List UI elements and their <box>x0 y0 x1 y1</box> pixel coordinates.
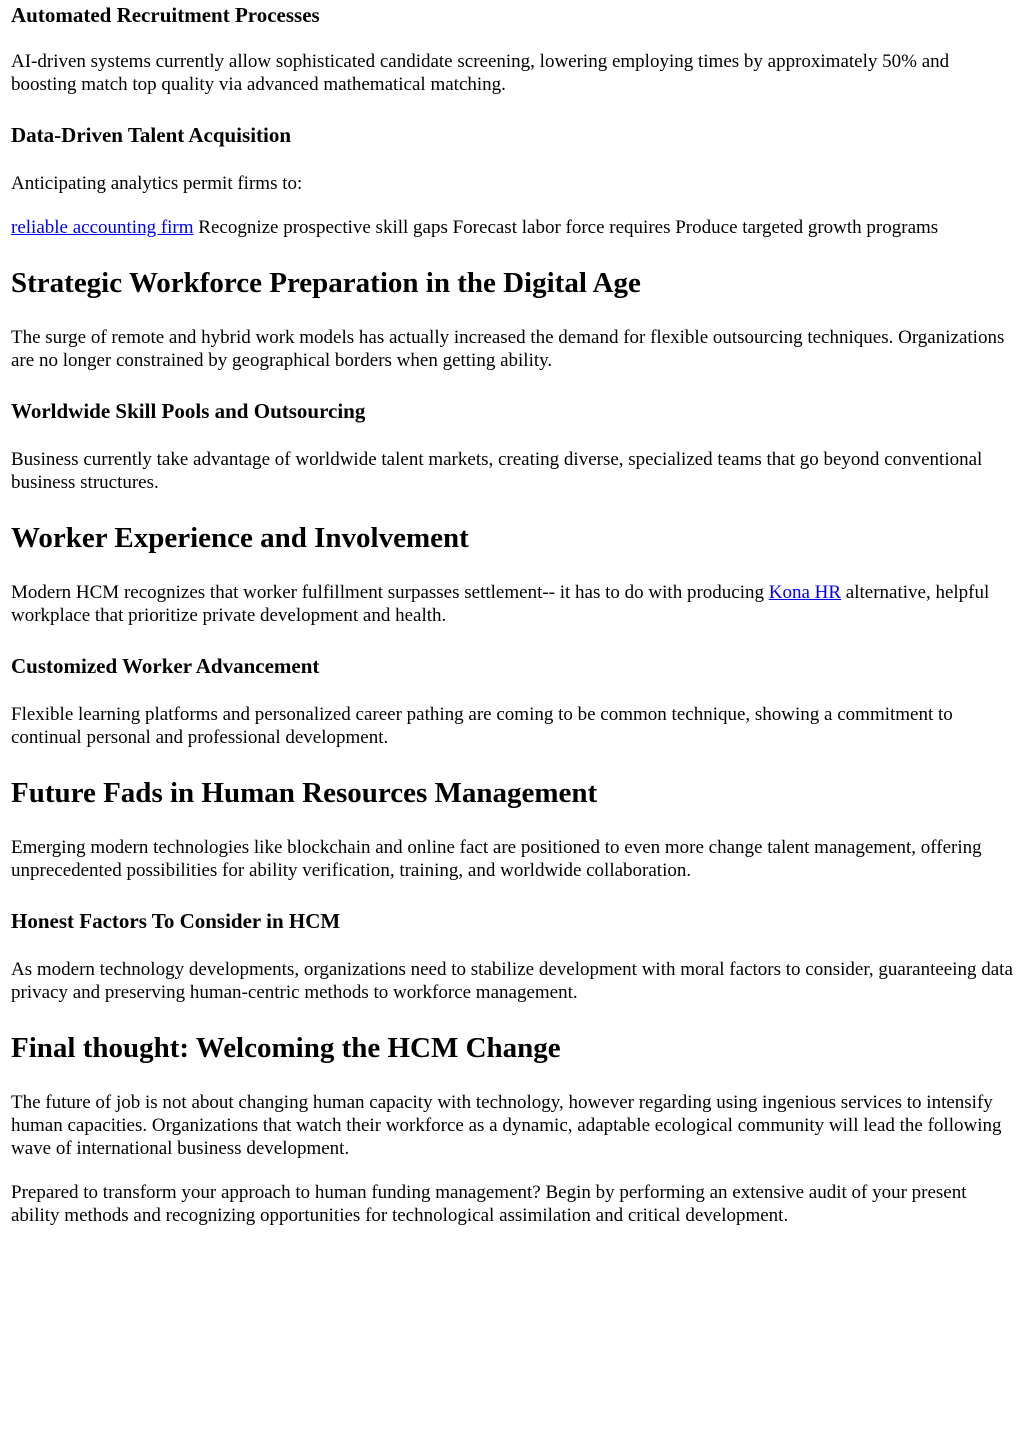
paragraph-worker-experience <box>11 581 1014 627</box>
heading-data-driven: Data-Driven Talent Acquisition <box>11 123 292 147</box>
heading-strategic-workforce: Strategic Workforce Preparation in the Digital Age <box>11 267 641 299</box>
heading-worldwide-skill: Worldwide Skill Pools and Outsourcing <box>11 399 366 423</box>
data-driven-list-text: Recognize prospective skill gaps Forecast labor force requires Produce targeted growth programs <box>193 217 939 238</box>
paragraph-worldwide-skill: Business currently take advantage of worldwide talent markets, creating diverse, specialized teams that go beyond conventional business structures. <box>11 449 983 493</box>
heading-honest-factors: Honest Factors To Consider in HCM <box>11 909 341 933</box>
paragraph-future-fads: Emerging modern technologies like blockchain and online fact are positioned to even more change talent management, offering unprecedented possibilities for ability verification, training, and worldwide collaboration. <box>11 837 982 881</box>
paragraph-final-thought-1: The future of job is not about changing human capacity with technology, however regarding using ingenious services to intensify human capacities. Organizations that watch their workforce as a dynamic, adaptable ecological community will lead the following wave of international business development. <box>11 1092 1002 1159</box>
worker-experience-text-after: alternative, helpful workplace that prioritize private development and health. <box>11 582 990 626</box>
worker-experience-text-before: Modern HCM recognizes that worker fulfillment surpasses settlement-- it has to do with producing <box>11 582 769 603</box>
heading-worker-experience: Worker Experience and Involvement <box>11 522 469 554</box>
paragraph-automated-recruitment: AI-driven systems currently allow sophisticated candidate screening, lowering employing times by approximately 50% and boosting match top quality via advanced mathematical matching. <box>11 51 950 95</box>
paragraph-strategic-workforce: The surge of remote and hybrid work models has actually increased the demand for flexible outsourcing techniques. Organizations are no longer constrained by geographical borders when getting ability. <box>11 327 1005 371</box>
paragraph-data-driven-list <box>11 216 1014 239</box>
heading-final-thought: Final thought: Welcoming the HCM Change <box>11 1032 561 1064</box>
heading-future-fads: Future Fads in Human Resources Management <box>11 777 598 809</box>
link-reliable-accounting-firm[interactable]: reliable accounting firm <box>11 217 194 238</box>
link-kona-hr[interactable]: Kona HR <box>768 582 842 603</box>
paragraph-final-thought-2: Prepared to transform your approach to human funding management? Begin by performing an extensive audit of your present ability methods and recognizing opportunities for technological assimilation and critical development. <box>11 1182 967 1226</box>
paragraph-customized-worker: Flexible learning platforms and personalized career pathing are coming to be common technique, showing a commitment to continual personal and professional development. <box>11 704 953 748</box>
heading-automated-recruitment: Automated Recruitment Processes <box>11 3 320 27</box>
paragraph-honest-factors: As modern technology developments, organizations need to stabilize development with moral factors to consider, guaranteeing data privacy and preserving human-centric methods to workforce management. <box>11 959 1013 1003</box>
heading-customized-worker: Customized Worker Advancement <box>11 654 320 678</box>
paragraph-data-driven-intro: Anticipating analytics permit firms to: <box>11 173 303 194</box>
